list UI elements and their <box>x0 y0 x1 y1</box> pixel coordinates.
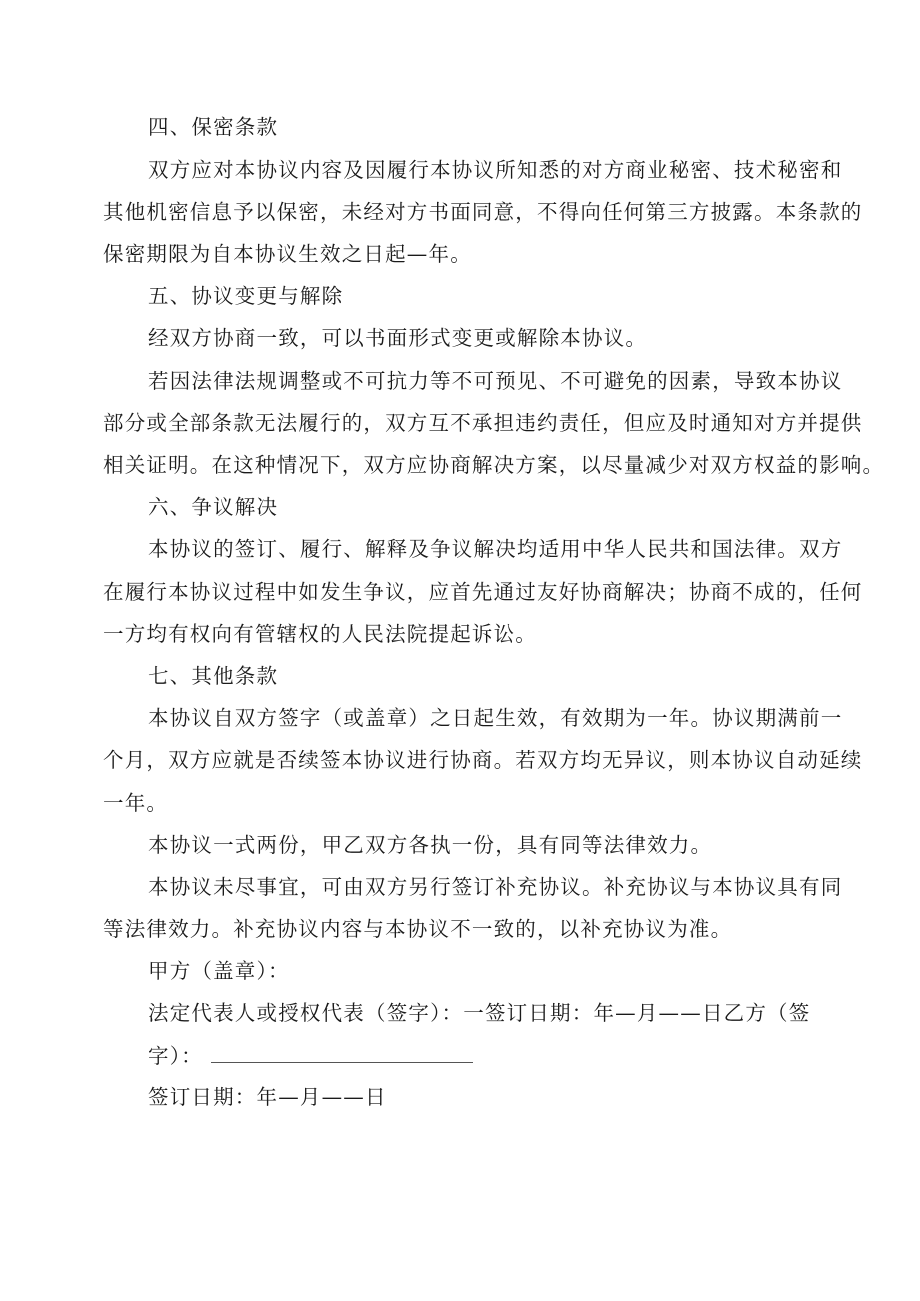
section-5-paragraph-line: 若因法律法规调整或不可抗力等不可预见、不可避免的因素，导致本协议 <box>148 369 843 393</box>
section-7-paragraph-line: 个月，双方应就是否续签本协议进行协商。若双方均无异议，则本协议自动延续 <box>103 748 863 772</box>
section-5-paragraph-line: 部分或全部条款无法履行的，双方互不承担违约责任，但应及时通知对方并提供 <box>103 411 863 435</box>
section-6-paragraph-line: 本协议的签订、履行、解释及争议解决均适用中华人民共和国法律。双方 <box>148 537 843 561</box>
signature-blank-underline <box>211 1040 473 1063</box>
section-4-paragraph-line: 保密期限为自本协议生效之日起—年。 <box>103 242 472 266</box>
signing-date-line: 签订日期：年—月——日 <box>148 1085 387 1109</box>
section-7-heading: 七、其他条款 <box>148 664 279 688</box>
section-6-heading: 六、争议解决 <box>148 495 279 519</box>
section-6-paragraph-line: 在履行本协议过程中如发生争议，应首先通过友好协商解决；协商不成的，任何 <box>103 580 863 604</box>
section-5-paragraph: 经双方协商一致，可以书面形式变更或解除本协议。 <box>148 326 648 350</box>
section-4-heading: 四、保密条款 <box>148 115 279 139</box>
party-a-seal-label: 甲方（盖章）： <box>148 959 290 983</box>
section-7-paragraph-line: 等法律效力。补充协议内容与本协议不一致的，以补充协议为准。 <box>103 917 733 941</box>
section-7-paragraph-line: 一年。 <box>103 791 169 815</box>
section-4-paragraph-line: 其他机密信息予以保密，未经对方书面同意，不得向任何第三方披露。本条款的 <box>103 200 863 224</box>
section-5-paragraph-line: 相关证明。在这种情况下，双方应协商解决方案，以尽量减少对双方权益的影响。 <box>103 453 885 477</box>
section-6-paragraph-line: 一方均有权向有管辖权的人民法院提起诉讼。 <box>103 622 537 646</box>
party-b-signature-label: 字）： <box>148 1044 203 1068</box>
section-7-paragraph-line: 本协议自双方签字（或盖章）之日起生效，有效期为一年。协议期满前一 <box>148 706 843 730</box>
section-7-paragraph-line: 本协议未尽事宜，可由双方另行签订补充协议。补充协议与本协议具有同 <box>148 875 843 899</box>
party-b-signature-line <box>148 1040 858 1071</box>
representative-signature-line: 法定代表人或授权代表（签字）：一签订日期：年—月——日乙方（签 <box>148 1001 811 1025</box>
section-4-paragraph-line: 双方应对本协议内容及因履行本协议所知悉的对方商业秘密、技术秘密和 <box>148 158 843 182</box>
section-7-paragraph: 本协议一式两份，甲乙双方各执一份，具有同等法律效力。 <box>148 833 713 857</box>
section-5-heading: 五、协议变更与解除 <box>148 284 344 308</box>
